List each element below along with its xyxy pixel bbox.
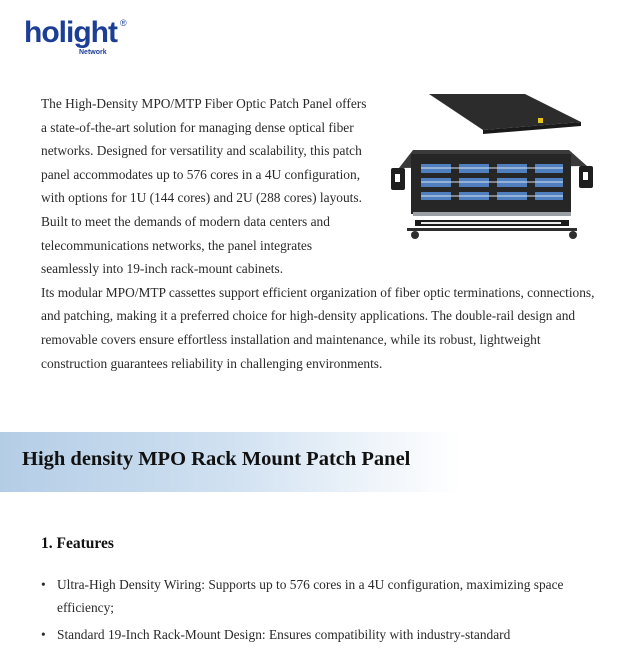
logo-registered-mark: ® bbox=[120, 18, 127, 28]
intro-paragraph-1: The High-Density MPO/MTP Fiber Optic Patch Panel offers a state-of-the-art solution for managing dense optical fiber networks. Designed for versatility and scalability, this patch panel accommodates up to 576 cores in a 4U configuration, with options for 1U (144 cores) and 2U (288 cores) layouts. Built to meet the demands of modern data centers and telecommunications networks, the panel integrates seamlessly into 19-inch rack-mount cabinets. bbox=[41, 96, 367, 277]
intro-section bbox=[41, 92, 595, 375]
intro-paragraph-2: Its modular MPO/MTP cassettes support efficient organization of fiber optic terminations, connections, and patching, making it a preferred choice for high-density applications. The double-rail design and removable covers ensure effortless installation and maintenance, while its robust, lightweight construction guarantees reliability in challenging environments. bbox=[41, 284, 595, 371]
list-item: • Ultra-High Density Wiring: Supports up to 576 cores in a 4U configuration, maximizing space efficiency; bbox=[41, 574, 601, 619]
brand-logo bbox=[24, 16, 134, 56]
banner-title: High density MPO Rack Mount Patch Panel bbox=[22, 448, 411, 470]
features-heading: 1. Features bbox=[41, 535, 114, 552]
section-banner bbox=[0, 432, 640, 492]
patch-panel-image bbox=[391, 92, 597, 244]
logo-subtitle: Network bbox=[79, 49, 107, 56]
list-item: • Standard 19-Inch Rack-Mount Design: Ensures compatibility with industry-standard bbox=[41, 624, 601, 647]
logo-wordmark: holight bbox=[24, 16, 117, 49]
